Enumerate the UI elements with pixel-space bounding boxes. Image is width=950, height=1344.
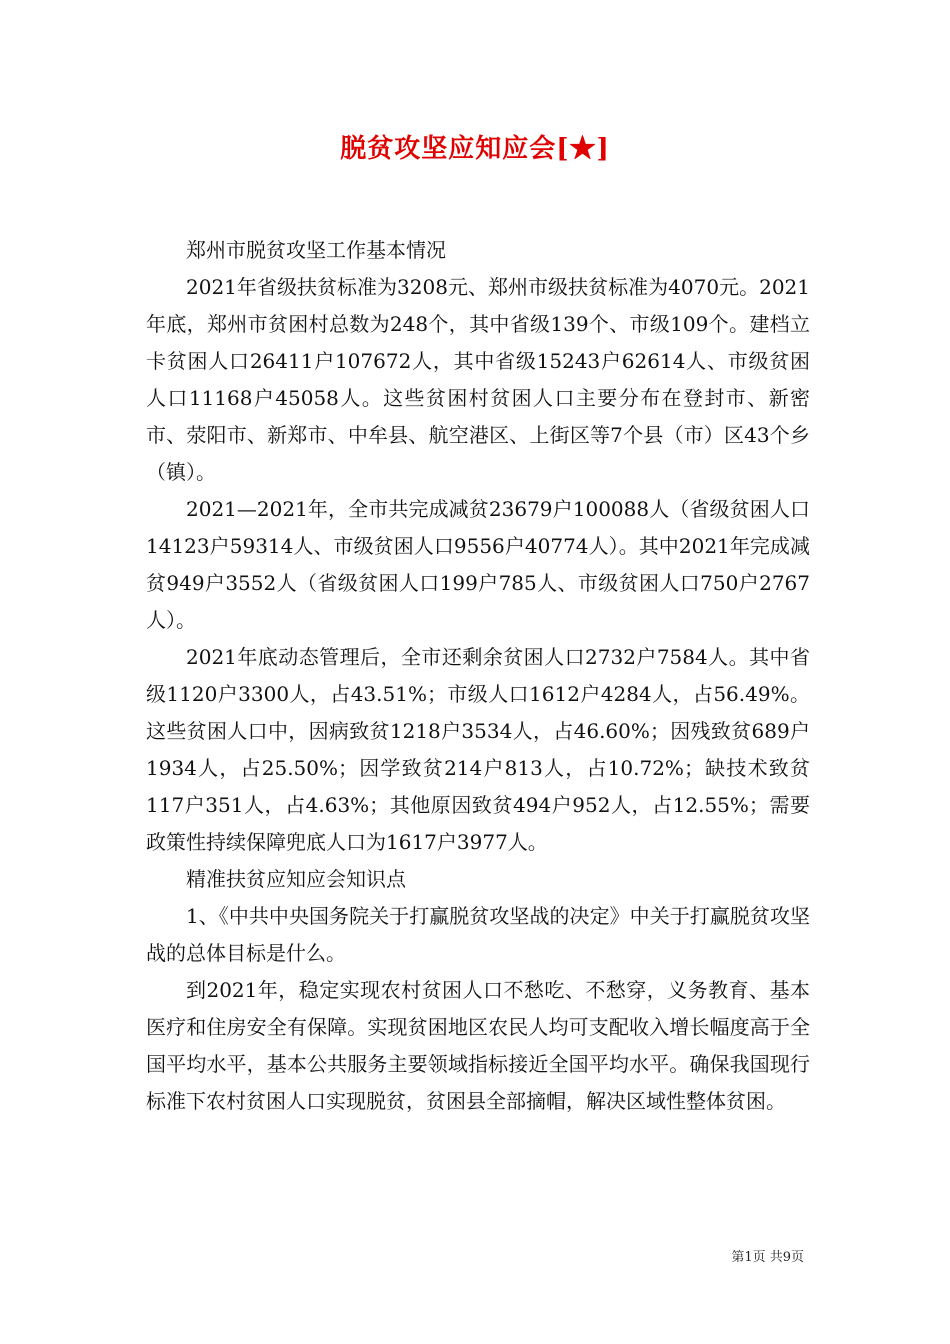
paragraph-remaining-poverty: 2021年底动态管理后，全市还剩余贫困人口2732户7584人。其中省级1120户3300人，占43.51%；市级人口1612户4284人，占56.49%。这些贫困人口中，因病致贫1218户3534人，占46.60%；因残致贫689户1934人，占25.50%；因学致贫214户813人，占10.72%；缺技术致贫117户351人，占4.63%；其他原因致贫494户952人，占12.55%；需要政策性持续保障兜底人口为1617户3977人。 [146,645,810,854]
paragraph-poverty-standard: 2021年省级扶贫标准为3208元、郑州市级扶贫标准为4070元。2021年底，郑州市贫困村总数为248个，其中省级139个、市级109个。建档立卡贫困人口26411户107672人，其中省级15243户62614人、市级贫困人口11168户45058人。这些贫困村贫困人口主要分布在登封市、新密市、荥阳市、新郑市、中牟县、航空港区、上街区等7个县（市）区43个乡（镇）。 [146,275,810,484]
paragraph-answer-1: 到2021年，稳定实现农村贫困人口不愁吃、不愁穿，义务教育、基本医疗和住房安全有保障。实现贫困地区农民人均可支配收入增长幅度高于全国平均水平，基本公共服务主要领域指标接近全国平均水平。确保我国现行标准下农村贫困人口实现脱贫，贫困县全部摘帽，解决区域性整体贫困。 [146,978,810,1113]
paragraph-question-1: 1、《中共中央国务院关于打赢脱贫攻坚战的决定》中关于打赢脱贫攻坚战的总体目标是什么。 [146,904,810,965]
section-heading-knowledge-points: 精准扶贫应知应会知识点 [186,867,406,891]
document-title: 脱贫攻坚应知应会[★] [340,134,610,164]
document-body [146,232,810,1120]
page-number-footer: 第1页 共9页 [731,1250,804,1265]
paragraph-poverty-reduction: 2021—2021年，全市共完成减贫23679户100088人（省级贫困人口14123户59314人、市级贫困人口9556户40774人）。其中2021年完成减贫949户3552人（省级贫困人口199户785人、市级贫困人口750户2767人）。 [146,497,810,632]
section-heading-basic-situation: 郑州市脱贫攻坚工作基本情况 [186,238,446,262]
